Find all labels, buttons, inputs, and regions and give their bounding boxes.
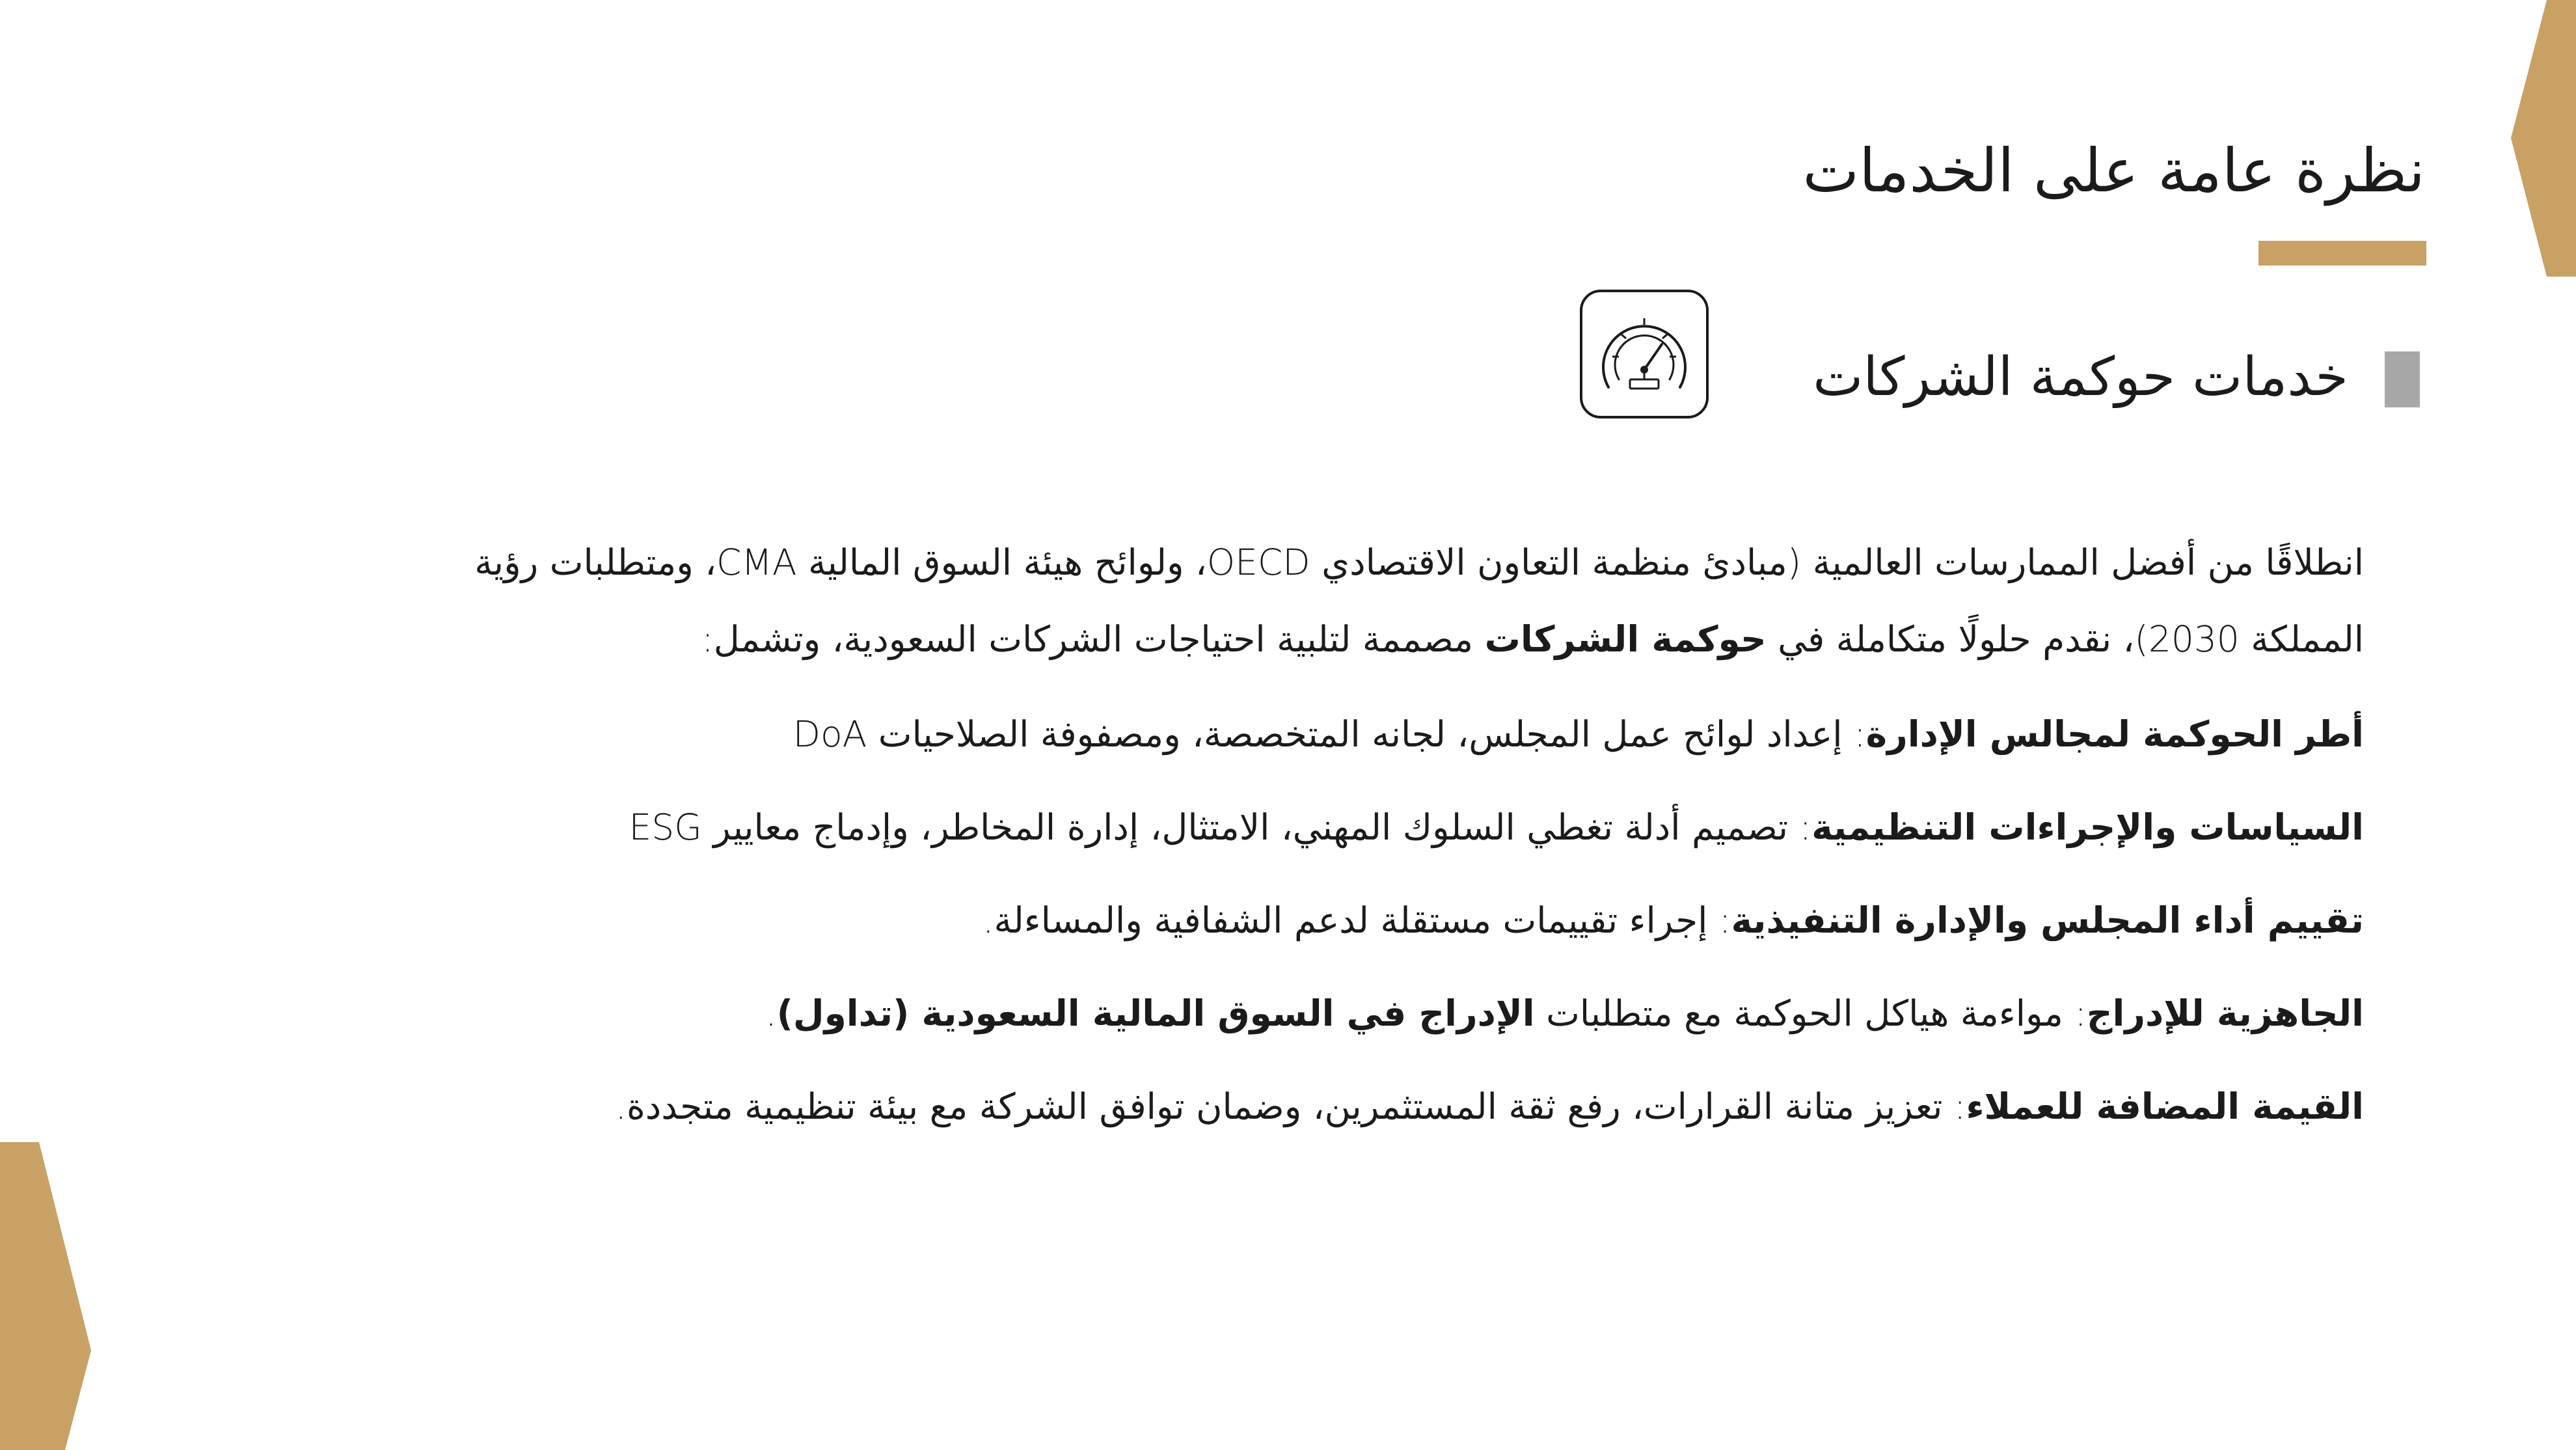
list-item-policies — [295, 789, 2364, 866]
list-item-text: : تصميم أدلة تغطي السلوك المهني، الامتثال، إدارة المخاطر، وإدماج معايير ESG — [629, 806, 1812, 848]
intro-line-2-suffix: مصممة لتلبية احتياجات الشركات السعودية، وتشمل: — [701, 618, 1485, 660]
section-title: خدمات حوكمة الشركات — [1813, 346, 2348, 408]
services-list — [295, 696, 2364, 1145]
list-item-title: أطر الحوكمة لمجالس الإدارة — [1865, 713, 2364, 755]
decorative-corner-shape-top-right — [2511, 0, 2576, 277]
page-title: نظرة عامة على الخدمات — [1802, 136, 2425, 206]
list-item-text: : إعداد لوائح عمل المجلس، لجانه المتخصصة، ومصفوفة الصلاحيات DoA — [793, 713, 1866, 755]
section-marker — [2385, 351, 2420, 407]
list-item-text-end: . — [765, 992, 777, 1034]
title-underline — [2258, 241, 2426, 266]
list-item-performance-evaluation — [295, 882, 2364, 959]
list-item-board-governance — [295, 696, 2364, 773]
list-item-text: : إجراء تقييمات مستقلة لدعم الشفافية والمساءلة. — [983, 899, 1731, 941]
services-content — [295, 524, 2364, 1161]
list-item-title: السياسات والإجراءات التنظيمية — [1811, 806, 2364, 848]
list-item-text: : مواءمة هياكل الحوكمة مع متطلبات — [1534, 992, 2087, 1034]
intro-paragraph — [295, 524, 2364, 677]
list-item-title: القيمة المضافة للعملاء — [1966, 1086, 2364, 1127]
list-item-text: : تعزيز متانة القرارات، رفع ثقة المستثمرين، وضمان توافق الشركة مع بيئة تنظيمية متجددة. — [615, 1086, 1966, 1127]
list-item-title: الجاهزية للإدراج — [2086, 992, 2364, 1034]
list-item-client-value — [295, 1068, 2364, 1145]
intro-line-1: انطلاقًا من أفضل الممارسات العالمية (مبادئ منظمة التعاون الاقتصادي OECD، ولوائح هيئة السوق المالية CMA، ومتطلبات رؤية — [474, 541, 2364, 583]
list-item-listing-readiness — [295, 975, 2364, 1052]
list-item-text-bold: الإدراج في السوق المالية السعودية (تداول) — [776, 992, 1535, 1034]
speedometer-icon — [1579, 288, 1710, 420]
intro-line-2-bold: حوكمة الشركات — [1484, 618, 1767, 660]
decorative-corner-shape-bottom-left — [0, 1142, 91, 1450]
intro-line-2-prefix: المملكة 2030)، نقدم حلولًا متكاملة في — [1766, 618, 2364, 660]
list-item-title: تقييم أداء المجلس والإدارة التنفيذية — [1731, 899, 2364, 941]
